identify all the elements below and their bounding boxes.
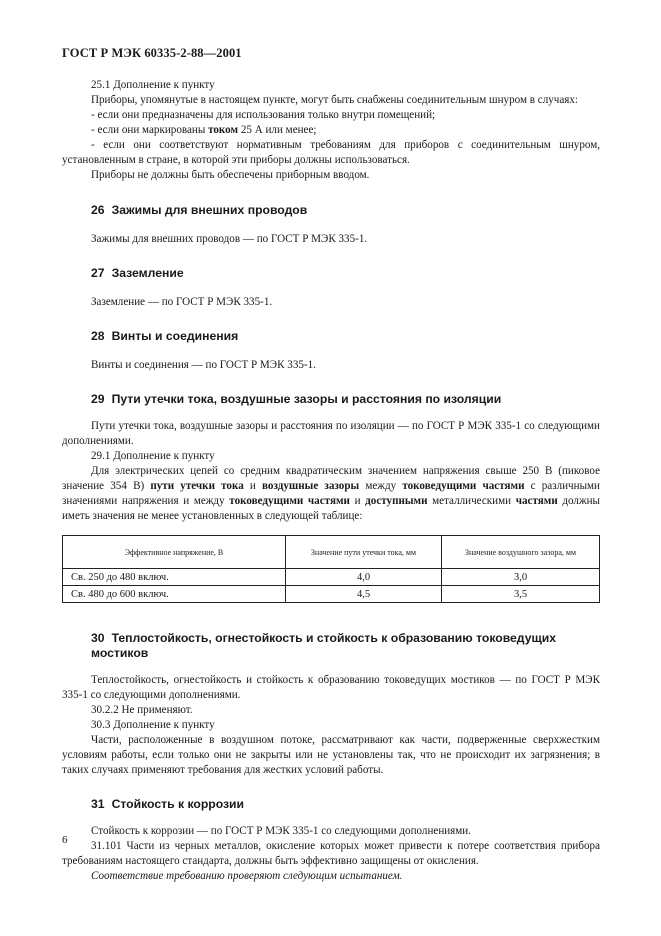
table-cell: Св. 480 до 600 включ. bbox=[63, 586, 286, 603]
table-header-cell: Значение пути утечки тока, мм bbox=[286, 536, 442, 569]
s29-term-5: доступными bbox=[365, 495, 428, 507]
s30-num: 30 bbox=[91, 631, 105, 645]
s31-italic: Соответствие требованию проверяют следующим испытанием. bbox=[91, 870, 403, 882]
s26-text: Зажимы для внешних проводов — по ГОСТ Р МЭК 335-1. bbox=[91, 233, 368, 245]
s29-m2: между bbox=[359, 480, 403, 492]
s25-final: Приборы не должны быть обеспечены приборным вводом. bbox=[91, 169, 370, 181]
s29-m5: металлическими bbox=[427, 495, 516, 507]
s30-text: Теплостойкость, огнестойкость и стойкость к образованию токоведущих мостиков — по ГОСТ Р МЭК 335-1 со следующими дополнениями. bbox=[62, 674, 600, 701]
s30-paragraph: Части, расположенные в воздушном потоке, рассматривают как части, подверженные сверхжестким условиям работы, если только они не закрыты или не установлены так, что не происходит их загрязнения; в таких случаях применяют требования для жестких условий работы. bbox=[62, 734, 600, 776]
s30-s2: 30.2.2 Не применяют. bbox=[91, 704, 193, 716]
s29-m4: и bbox=[349, 495, 366, 507]
s29-p1: Для электрических цепей со средним квадратическим значением напряжения свыше 250 В (пиковое значение 354 В) bbox=[62, 465, 600, 492]
s25-b2-bold: током bbox=[208, 124, 239, 136]
s29-num: 29 bbox=[91, 392, 105, 406]
table-cell: 3,0 bbox=[442, 569, 600, 586]
s28-heading bbox=[62, 329, 600, 344]
s29-term-6: частями bbox=[515, 495, 558, 507]
s29-term-2: воздушные зазоры bbox=[262, 480, 360, 492]
s29-end: должны иметь значения не менее установленных в следующей таблице: bbox=[62, 495, 601, 522]
s30-title: Теплостойкость, огнестойкость и стойкость к образованию токоведущих мостиков bbox=[91, 631, 557, 660]
table-header-cell: Значение воздушного зазора, мм bbox=[442, 536, 600, 569]
s25-bullet-1: - если они предназначены для использования только внутри помещений; bbox=[91, 109, 436, 121]
s29-sub: 29.1 Дополнение к пункту bbox=[91, 450, 215, 462]
s31-num: 31 bbox=[91, 797, 105, 811]
s29-m3: с различными значениями напряжения и между bbox=[62, 480, 600, 507]
s29-heading bbox=[62, 392, 600, 407]
s31-text: Стойкость к коррозии — по ГОСТ Р МЭК 335-1 со следующими дополнениями. bbox=[91, 825, 472, 837]
s29-term-4: токоведущими частями bbox=[229, 495, 350, 507]
s25-b2-pre: - если они маркированы bbox=[91, 124, 209, 136]
s31-title: Стойкость к коррозии bbox=[111, 797, 245, 811]
table-cell: Св. 250 до 480 включ. bbox=[63, 569, 286, 586]
header-title: ГОСТ Р МЭК 60335-2-88—2001 bbox=[62, 46, 242, 60]
s27-text: Заземление — по ГОСТ Р МЭК 335-1. bbox=[91, 296, 273, 308]
s29-term-3: токоведущими частями bbox=[402, 480, 525, 492]
table-header-row bbox=[63, 536, 600, 569]
s29-paragraph bbox=[62, 464, 600, 524]
s28-num: 28 bbox=[91, 329, 105, 343]
s29-text: Пути утечки тока, воздушные зазоры и расстояния по изоляции — по ГОСТ Р МЭК 335-1 со следующими дополнениями. bbox=[62, 420, 600, 447]
s26-heading bbox=[62, 203, 600, 218]
s29-m1: и bbox=[243, 480, 263, 492]
s29-term-1: пути утечки тока bbox=[150, 480, 244, 492]
s25-b2-post: 25 А или менее; bbox=[238, 124, 317, 136]
s27-heading bbox=[62, 266, 600, 281]
s31-paragraph: 31.101 Части из черных металлов, окисление которых может привести к потере соответствия прибора требованиям настоящего стандарта, должны быть эффективно защищены от окисления. bbox=[62, 840, 600, 867]
s25-bullet-2 bbox=[62, 123, 600, 138]
table-header-cell: Эффективное напряжение, В bbox=[63, 536, 286, 569]
s27-num: 27 bbox=[91, 266, 105, 280]
table-cell: 4,0 bbox=[286, 569, 442, 586]
s25-sub: 25.1 Дополнение к пункту bbox=[91, 79, 215, 91]
s30-s3: 30.3 Дополнение к пункту bbox=[91, 719, 215, 731]
s26-title: Зажимы для внешних проводов bbox=[111, 203, 308, 217]
s29-title: Пути утечки тока, воздушные зазоры и расстояния по изоляции bbox=[111, 392, 502, 406]
clearance-table bbox=[62, 535, 600, 603]
s27-title: Заземление bbox=[111, 266, 184, 280]
table-row bbox=[63, 569, 600, 586]
s28-title: Винты и соединения bbox=[111, 329, 239, 343]
content bbox=[62, 78, 600, 884]
s30-heading bbox=[62, 631, 600, 661]
s25-bullet-3: - если они соответствуют нормативным требованиям для приборов с соединительным шнуром, установленным в стране, в которой эти приборы должны использоваться. bbox=[62, 139, 600, 166]
table-row bbox=[63, 586, 600, 603]
table-cell: 4,5 bbox=[286, 586, 442, 603]
s25-intro: Приборы, упомянутые в настоящем пункте, могут быть снабжены соединительным шнуром в случаях: bbox=[91, 94, 579, 106]
s26-num: 26 bbox=[91, 203, 105, 217]
s28-text: Винты и соединения — по ГОСТ Р МЭК 335-1. bbox=[91, 359, 316, 371]
table-cell: 3,5 bbox=[442, 586, 600, 603]
s31-heading bbox=[62, 797, 600, 812]
page-number: 6 bbox=[62, 834, 68, 846]
